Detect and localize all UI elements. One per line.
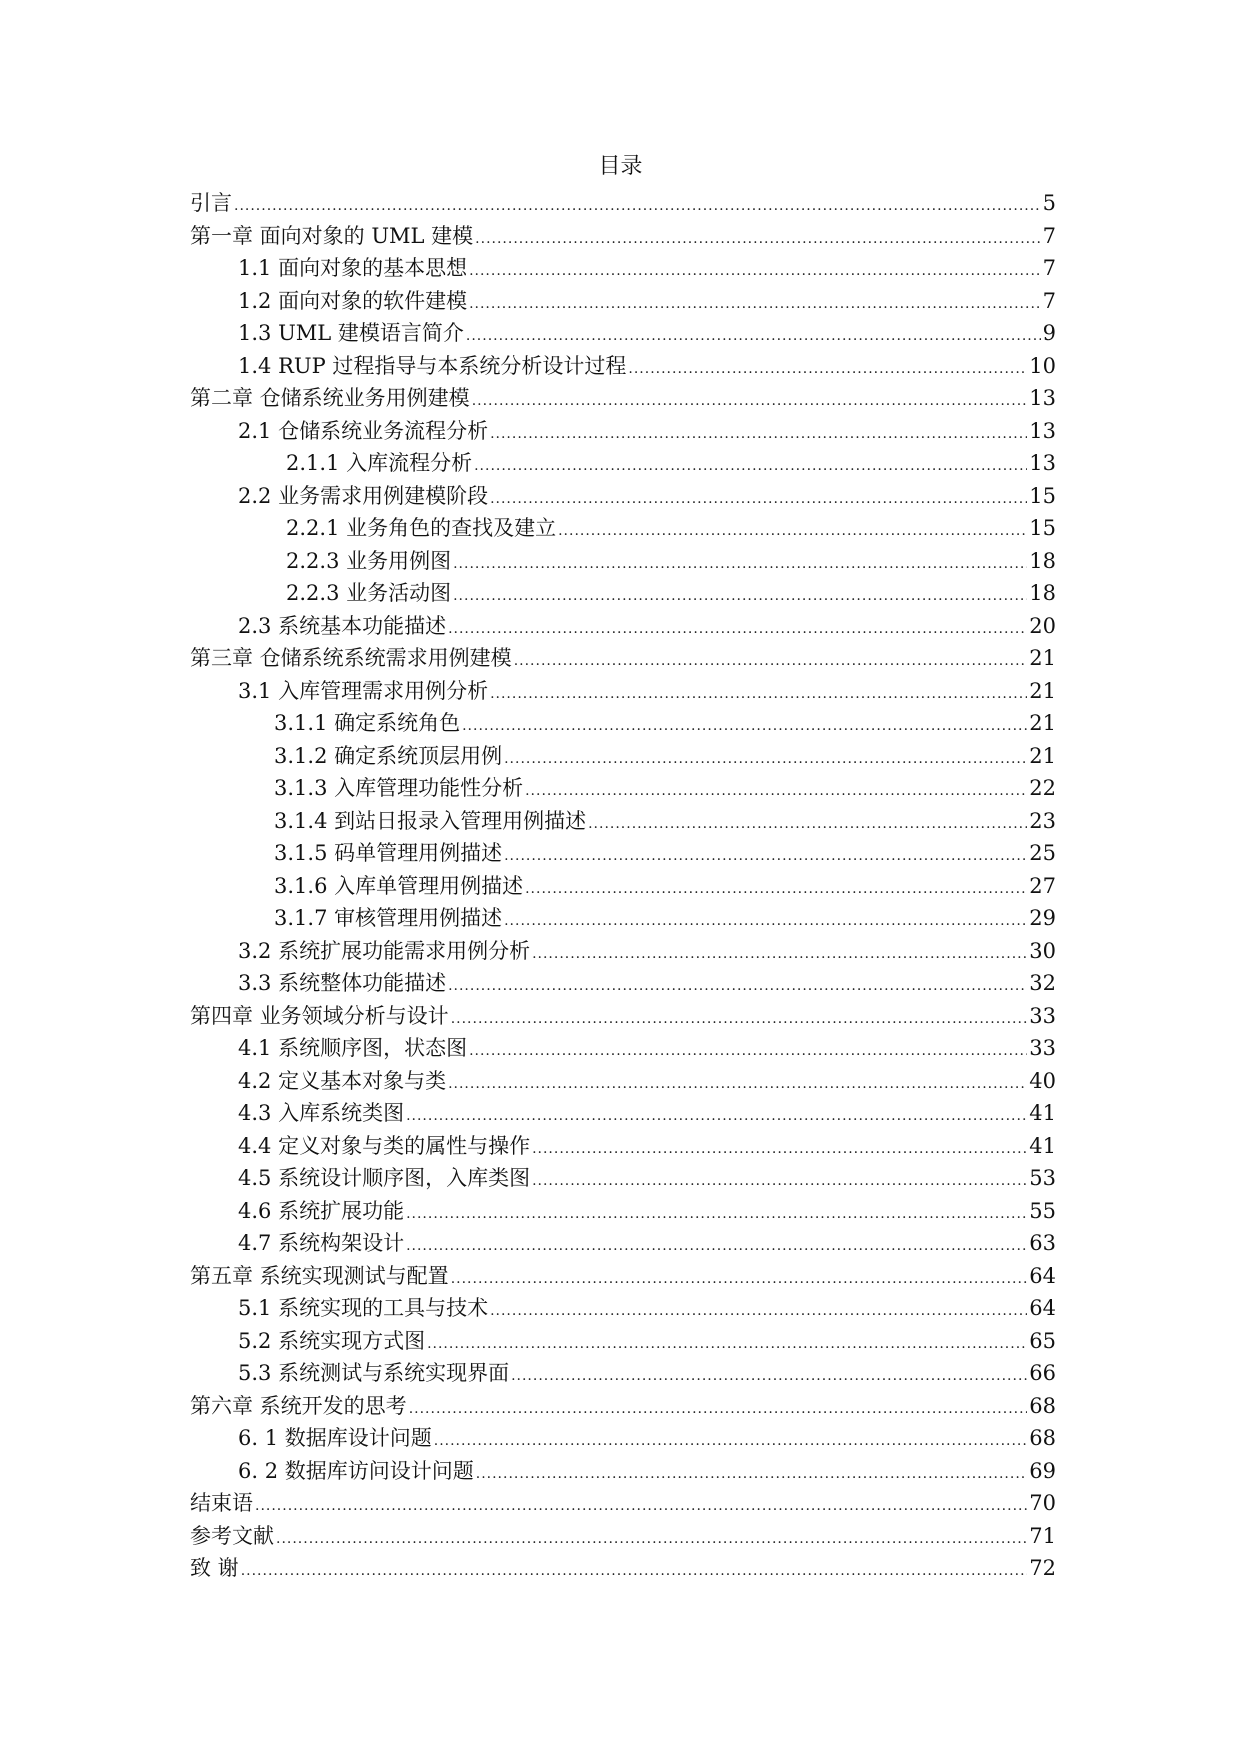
toc-entry[interactable] [190,1000,1056,1033]
toc-entry[interactable] [190,1162,1056,1195]
toc-entry-title: 2.3 系统基本功能描述 [238,613,447,638]
toc-entry[interactable] [190,1065,1056,1098]
toc-entry-title: 第四章 业务领域分析与设计 [190,1003,449,1028]
toc-leader-dots [406,1100,1027,1133]
toc-entry-title: 1.2 面向对象的软件建模 [238,288,468,313]
toc-page-number: 13 [1029,418,1056,443]
toc-page-number: 33 [1029,1003,1056,1028]
toc-entry[interactable] [190,317,1056,350]
toc-entry-title: 3.1.6 入库单管理用例描述 [274,873,524,898]
toc-entry-title: 6. 2 数据库访问设计问题 [238,1458,474,1483]
toc-entry-title: 第二章 仓储系统业务用例建模 [190,386,470,410]
toc-entry-title: 3.1.1 确定系统角色 [274,711,461,735]
toc-leader-dots [448,613,1027,646]
toc-entry[interactable] [190,870,1056,903]
toc-entry[interactable] [190,1390,1056,1423]
toc-leader-dots [588,808,1027,841]
toc-entry-title: 4.1 系统顺序图，状态图 [238,1036,468,1060]
toc-page-number: 21 [1029,678,1056,703]
toc-page-number: 15 [1029,483,1056,508]
toc-entry-title: 2.2.1 业务角色的查找及建立 [286,516,557,540]
toc-page-number: 23 [1029,808,1056,833]
toc-entry-title: 4.2 定义基本对象与类 [238,1068,447,1093]
toc-leader-dots [406,1230,1027,1263]
toc-page-number: 40 [1029,1068,1056,1093]
toc-page-number: 21 [1029,743,1056,768]
toc-entry[interactable] [190,1325,1056,1358]
toc-leader-dots [234,190,1041,223]
toc-title: 目录 [598,154,643,179]
toc-entry-title: 5.1 系统实现的工具与技术 [238,1296,489,1320]
toc-entry[interactable] [190,642,1056,675]
toc-page-number: 71 [1029,1523,1056,1548]
toc-entry[interactable] [190,967,1056,1000]
toc-page-number: 72 [1029,1556,1056,1580]
toc-page-number: 41 [1029,1133,1056,1158]
toc-leader-dots [525,873,1027,906]
toc-entry[interactable] [190,902,1056,935]
toc-page-number: 30 [1029,938,1056,963]
toc-entry-title: 2.1.1 入库流程分析 [286,451,473,475]
toc-entry[interactable] [190,252,1056,285]
toc-leader-dots [532,1133,1027,1166]
toc-leader-dots [434,1425,1028,1458]
toc-page-number: 68 [1029,1426,1056,1450]
toc-entry-title: 3.1.2 确定系统顶层用例 [274,743,503,768]
toc-page-number: 20 [1029,613,1056,638]
toc-entry[interactable] [190,1357,1056,1390]
toc-page-number: 25 [1029,841,1056,865]
toc-entry[interactable] [190,350,1056,383]
toc-entry[interactable] [190,837,1056,870]
toc-page-number: 27 [1029,873,1056,898]
toc-entry[interactable] [190,1422,1056,1455]
toc-page-number: 13 [1029,386,1056,410]
toc-leader-dots [628,353,1027,386]
toc-entry-title: 3.3 系统整体功能描述 [238,971,447,995]
toc-leader-dots [490,483,1027,516]
toc-entry-title: 4.3 入库系统类图 [238,1101,405,1125]
toc-page-number: 65 [1029,1328,1056,1353]
toc-leader-dots [504,743,1027,776]
toc-leader-dots [525,775,1027,808]
toc-entry-title: 2.2 业务需求用例建模阶段 [238,483,489,508]
toc-entry[interactable] [190,187,1056,220]
toc-page-number: 63 [1029,1231,1056,1255]
toc-page-number: 9 [1042,321,1056,345]
toc-leader-dots [511,1360,1027,1393]
toc-page-number: 53 [1029,1166,1056,1190]
toc-entry[interactable] [190,577,1056,610]
toc-entry[interactable] [190,935,1056,968]
toc-entry-title: 3.1.3 入库管理功能性分析 [274,776,524,800]
toc-page-number: 21 [1029,711,1056,735]
toc-entry-title: 5.2 系统实现方式图 [238,1328,426,1353]
toc-entry-title: 4.4 定义对象与类的属性与操作 [238,1133,531,1158]
toc-entry[interactable] [190,1292,1056,1325]
toc-entry[interactable] [190,1520,1056,1553]
toc-leader-dots [558,515,1027,548]
toc-entry-title: 3.2 系统扩展功能需求用例分析 [238,938,531,963]
toc-entry-title: 1.4 RUP 过程指导与本系统分析设计过程 [238,353,627,378]
toc-entry[interactable] [190,1195,1056,1228]
toc-page-number: 21 [1029,646,1056,670]
toc-leader-dots [453,548,1027,581]
toc-entry-title: 4.6 系统扩展功能 [238,1198,405,1223]
toc-entry[interactable] [190,1552,1056,1585]
toc-entry[interactable] [190,480,1056,513]
toc-entry-title: 6. 1 数据库设计问题 [238,1426,432,1450]
toc-leader-dots [504,905,1027,938]
toc-page-number: 10 [1029,353,1056,378]
toc-leader-dots [276,1523,1027,1556]
toc-page-number: 15 [1029,516,1056,540]
toc-leader-dots [406,1198,1027,1231]
toc-entry[interactable] [190,1032,1056,1065]
toc-page-number: 64 [1029,1263,1056,1288]
toc-entry-title: 3.1.5 码单管理用例描述 [274,841,503,865]
toc-leader-dots [451,1263,1028,1296]
toc-page-number: 13 [1029,451,1056,475]
toc-entry[interactable] [190,447,1056,480]
toc-entry-title: 致 谢 [190,1556,239,1580]
toc-leader-dots [466,320,1041,353]
toc-entry-title: 第三章 仓储系统系统需求用例建模 [190,646,512,670]
toc-leader-dots [255,1490,1027,1523]
toc-entry-title: 3.1.7 审核管理用例描述 [274,906,503,930]
toc-entry-title: 4.5 系统设计顺序图，入库类图 [238,1166,531,1190]
toc-entry[interactable] [190,740,1056,773]
toc-entry[interactable] [190,1487,1056,1520]
toc-leader-dots [427,1328,1027,1361]
toc-entry-title: 第五章 系统实现测试与配置 [190,1263,449,1288]
toc-leader-dots [514,645,1028,678]
toc-leader-dots [469,255,1041,288]
toc-page-number: 7 [1042,256,1056,280]
table-of-contents [190,187,1056,1585]
toc-page-number: 18 [1029,548,1056,573]
toc-page-number: 5 [1042,191,1056,215]
toc-entry[interactable] [190,1227,1056,1260]
toc-entry[interactable] [190,772,1056,805]
toc-page-number: 18 [1029,581,1056,605]
toc-leader-dots [532,1165,1027,1198]
toc-leader-dots [469,1035,1027,1068]
toc-leader-dots [490,678,1027,711]
toc-entry[interactable] [190,1260,1056,1293]
toc-entry[interactable] [190,220,1056,253]
toc-leader-dots [476,1458,1028,1491]
toc-page-number: 33 [1029,1036,1056,1060]
toc-entry[interactable] [190,512,1056,545]
toc-entry-title: 引言 [190,191,232,215]
toc-leader-dots [490,418,1027,451]
toc-entry[interactable] [190,285,1056,318]
toc-leader-dots [469,288,1041,321]
toc-entry-title: 3.1.4 到站日报录入管理用例描述 [274,808,587,833]
toc-page-number: 55 [1029,1198,1056,1223]
toc-leader-dots [490,1295,1027,1328]
toc-entry[interactable] [190,707,1056,740]
toc-leader-dots [472,385,1028,418]
toc-page-number: 70 [1029,1491,1056,1515]
toc-leader-dots [474,450,1027,483]
toc-entry-title: 2.1 仓储系统业务流程分析 [238,418,489,443]
toc-entry-title: 参考文献 [190,1523,274,1548]
toc-leader-dots [462,710,1027,743]
toc-entry-title: 结束语 [190,1491,253,1515]
toc-leader-dots [451,1003,1028,1036]
toc-leader-dots [448,970,1027,1003]
toc-entry[interactable] [190,1097,1056,1130]
toc-page-number: 29 [1029,906,1056,930]
toc-entry-title: 5.3 系统测试与系统实现界面 [238,1361,510,1385]
toc-entry-title: 2.2.3 业务用例图 [286,548,452,573]
toc-page-number: 64 [1029,1296,1056,1320]
toc-entry[interactable] [190,1130,1056,1163]
toc-entry-title: 第一章 面向对象的 UML 建模 [190,223,474,248]
toc-leader-dots [532,938,1027,971]
toc-page-number: 32 [1029,971,1056,995]
toc-entry-title: 第六章 系统开发的思考 [190,1393,407,1418]
toc-entry-title: 1.3 UML 建模语言简介 [238,321,464,345]
toc-leader-dots [453,580,1027,613]
toc-entry-title: 1.1 面向对象的基本思想 [238,256,468,280]
toc-entry-title: 2.2.3 业务活动图 [286,581,452,605]
toc-page-number: 7 [1042,288,1056,313]
toc-leader-dots [409,1393,1028,1426]
toc-page-number: 41 [1029,1101,1056,1125]
toc-entry[interactable] [190,545,1056,578]
toc-page-number: 22 [1029,776,1056,800]
toc-page-number: 68 [1029,1393,1056,1418]
toc-page-number: 7 [1042,223,1056,248]
toc-entry[interactable] [190,1455,1056,1488]
toc-leader-dots [448,1068,1027,1101]
toc-entry[interactable] [190,415,1056,448]
toc-entry[interactable] [190,382,1056,415]
toc-entry-title: 4.7 系统构架设计 [238,1231,405,1255]
toc-entry[interactable] [190,675,1056,708]
toc-leader-dots [475,223,1040,256]
toc-leader-dots [504,840,1027,873]
toc-entry[interactable] [190,610,1056,643]
toc-page-number: 66 [1029,1361,1056,1385]
toc-leader-dots [241,1555,1028,1588]
toc-entry[interactable] [190,805,1056,838]
toc-entry-title: 3.1 入库管理需求用例分析 [238,678,489,703]
toc-page-number: 69 [1029,1458,1056,1483]
